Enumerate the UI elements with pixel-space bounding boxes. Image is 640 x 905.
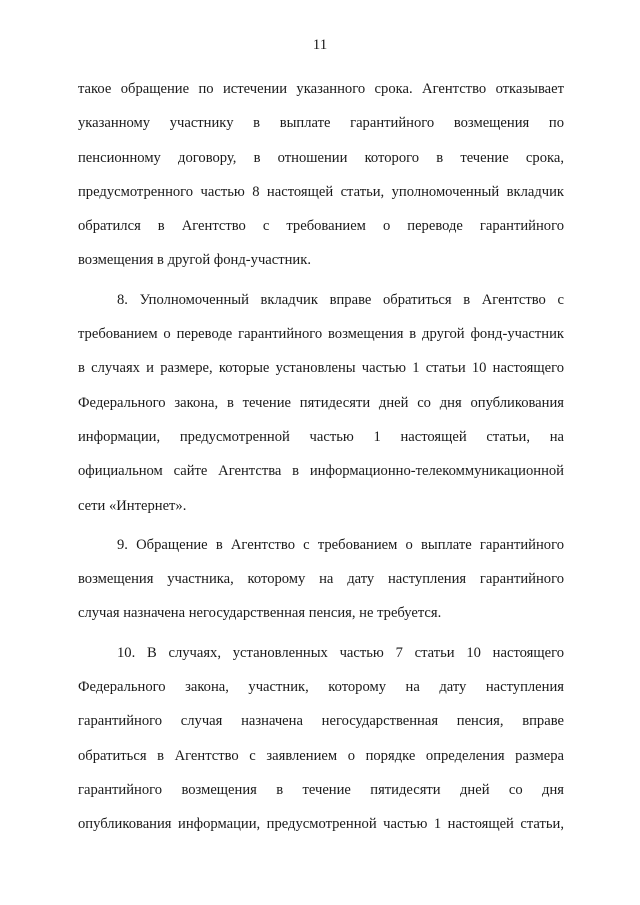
- text-line: опубликования информации, предусмотренной частью 1 настоящей статьи,: [78, 816, 564, 833]
- text-line: 8. Уполномоченный вкладчик вправе обратиться в Агентство с: [117, 291, 564, 308]
- text-line: такое обращение по истечении указанного срока. Агентство отказывает: [78, 81, 564, 97]
- page-number: 11: [312, 37, 328, 53]
- text-line: требованием о переводе гарантийного возмещения в другой фонд-участник: [78, 326, 564, 343]
- text-line: пенсионному договору, в отношении которого в течение срока,: [78, 149, 564, 166]
- text-line: гарантийного случая назначена негосударственная пенсия, вправе: [78, 713, 564, 730]
- text-line: гарантийного возмещения в течение пятидесяти дней со дня: [78, 781, 564, 798]
- text-line: предусмотренного частью 8 настоящей статьи, уполномоченный вкладчик: [78, 183, 564, 200]
- paragraph-9: [78, 528, 564, 631]
- text-line: обратиться в Агентство с заявлением о порядке определения размера: [78, 747, 564, 764]
- text-line: возмещения в другой фонд-участник.: [78, 252, 311, 269]
- text-line: Федерального закона, участник, которому на дату наступления: [78, 679, 564, 696]
- text-line: Федерального закона, в течение пятидесяти дней со дня опубликования: [78, 394, 564, 411]
- text-line: официальном сайте Агентства в информационно-телекоммуникационной: [78, 463, 564, 480]
- text-line: обратился в Агентство с требованием о переводе гарантийного: [78, 218, 564, 235]
- text-line: возмещения участника, которому на дату наступления гарантийного: [78, 571, 564, 588]
- document-body: [78, 72, 564, 842]
- text-line: в случаях и размере, которые установлены частью 1 статьи 10 настоящего: [78, 360, 564, 377]
- text-line: случая назначена негосударственная пенсия, не требуется.: [78, 605, 442, 622]
- paragraph-10: [78, 636, 564, 842]
- paragraph-continued: [78, 72, 564, 278]
- text-line: информации, предусмотренной частью 1 настоящей статьи, на: [78, 428, 564, 445]
- text-line: указанному участнику в выплате гарантийного возмещения по: [78, 115, 564, 132]
- text-line: сети «Интернет».: [78, 497, 187, 514]
- text-line: 10. В случаях, установленных частью 7 статьи 10 настоящего: [117, 644, 564, 661]
- text-line: 9. Обращение в Агентство с требованием о выплате гарантийного: [117, 536, 564, 553]
- paragraph-8: [78, 283, 564, 523]
